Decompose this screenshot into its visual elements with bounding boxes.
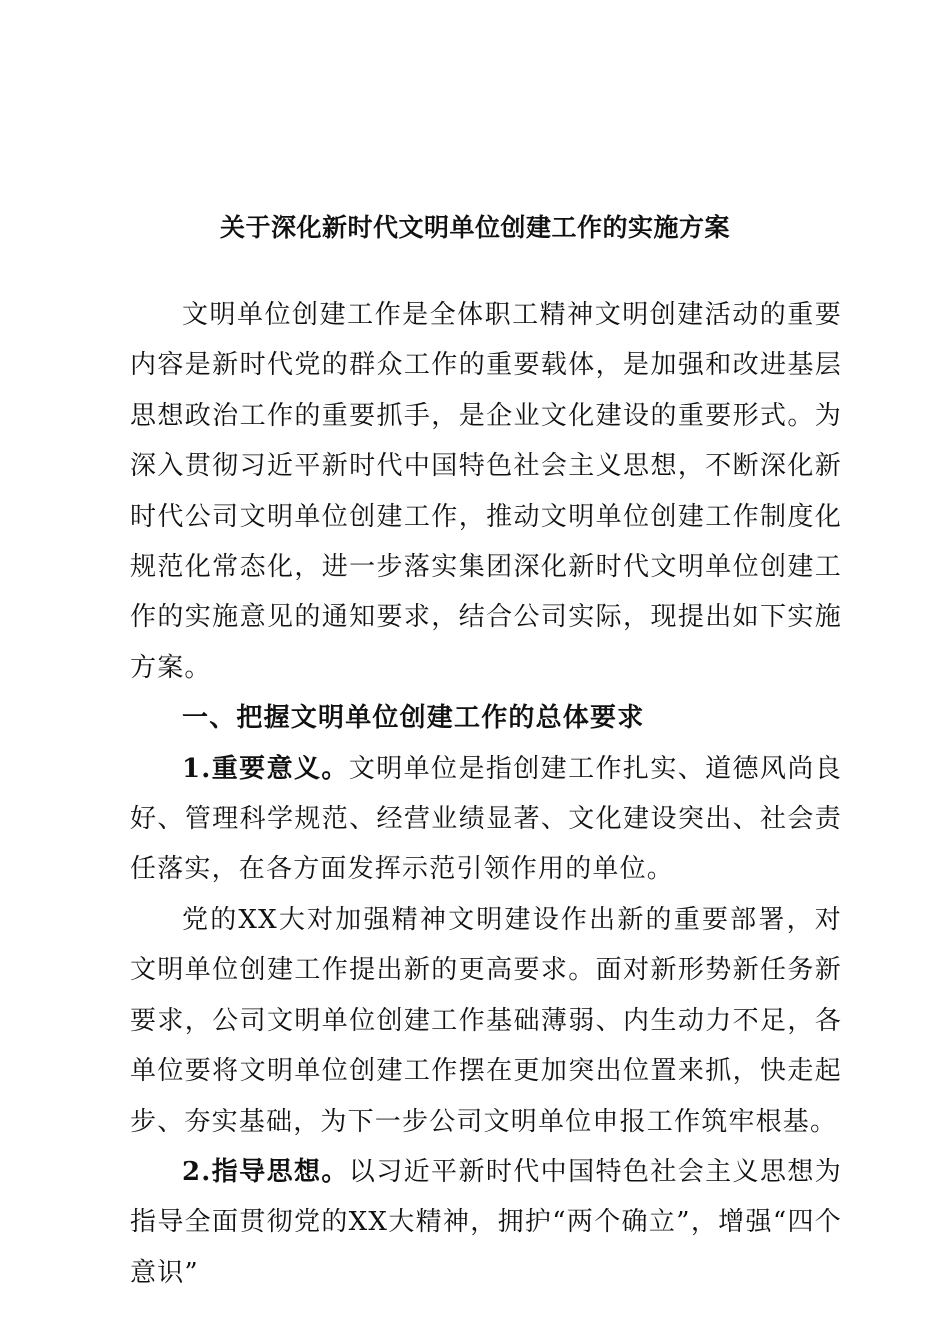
paragraph-text: 党的XX大对加强精神文明建设作出新的重要部署，对文明单位创建工作提出新的更高要求。面对新形势新任务新要求，公司文明单位创建工作基础薄弱、内生动力不足，各单位要将文明单位创建工作摆在更加突出位置来抓，快走起步、夯实基础，为下一步公司文明单位申报工作筑牢根基。 xyxy=(130,904,842,1137)
paragraph-text: 文明单位创建工作是全体职工精神文明创建活动的重要内容是新时代党的群众工作的重要载体，是加强和改进基层思想政治工作的重要抓手，是企业文化建设的重要形式。为深入贯彻习近平新时代中国特色社会主义思想，不断深化新时代公司文明单位创建工作，推动文明单位创建工作制度化规范化常态化，进一步落实集团深化新时代文明单位创建工作的实施意见的通知要求，结合公司实际，现提出如下实施方案。 xyxy=(130,300,842,683)
paragraph-guiding-thought xyxy=(130,1147,842,1298)
paragraph-text: 以习近平新时代中国特色社会主义思想为指导全面贯彻党的XX大精神，拥护“两个确立”，增强“四个意识” xyxy=(130,1156,842,1288)
section-heading-1 xyxy=(130,693,842,743)
paragraph-intro xyxy=(130,290,842,693)
document-body xyxy=(130,290,842,1298)
document-title: 关于深化新时代文明单位创建工作的实施方案 xyxy=(219,213,730,242)
paragraph-lead: 1.重要意义。 xyxy=(182,753,349,784)
paragraph-deployment xyxy=(130,895,842,1147)
paragraph-importance xyxy=(130,744,842,895)
paragraph-text: 文明单位是指创建工作扎实、道德风尚良好、管理科学规范、经营业绩显著、文化建设突出、社会责任落实，在各方面发挥示范引领作用的单位。 xyxy=(130,753,842,885)
heading-text: 一、把握文明单位创建工作的总体要求 xyxy=(182,703,645,734)
paragraph-lead: 2.指导思想。 xyxy=(182,1156,349,1187)
